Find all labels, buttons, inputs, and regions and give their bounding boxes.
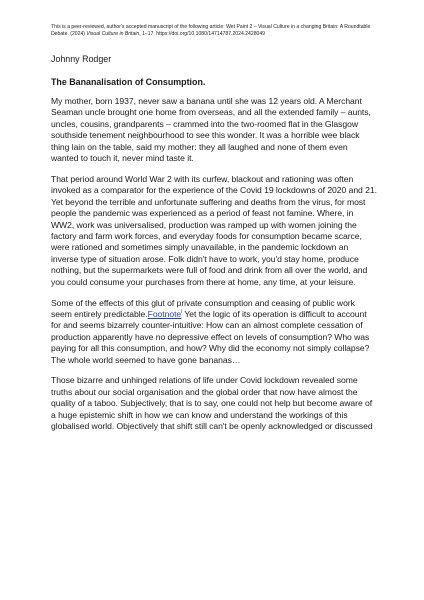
paragraph-1: My mother, born 1937, never saw a banana until she was 12 years old. A Merchant Seaman uncle brought one home from overseas, and all the extended family – aunts, uncles, cousins, grandparents – crammed into the two-roomed flat in the Glasgow southside tenement neighbourhood to see this wonder. It was a horrible wee black thing lain on the table, said my mother: they all laughed and none of them even wanted to touch it, never mind taste it. [51, 96, 371, 164]
paragraph-2: That period around World War 2 with its curfew, blackout and rationing was often invoked as a comparator for the experience of the Covid 19 lockdowns of 2020 and 21. Yet beyond the terrible and unfortunate suffering and deaths from the virus, for most people the pandemic was experienced as a period of feast not famine. Where, in WW2, work was universalised, production was ramped up with women joining the factory and farm work forces, and everyday foods for consumption became scarce, were rationed and sometimes simply unavailable, in the pandemic lockdown an inverse type of situation arose. Folk didn't have to work, you'd stay home, produce nothing, but the supermarkets were full of food and drink from all over the world, and you could consume your purchases from there at home, any time, at your leisure. [51, 173, 377, 287]
article-title: The Bananalisation of Consumption. [51, 77, 206, 87]
citation-doi: , 1–17. https://doi.org/10.1080/14714787.2024.2428049 [139, 31, 266, 37]
author-name: Johnny Rodger [51, 54, 112, 64]
paragraph-4: Those bizarre and unhinged relations of life under Covid lockdown revealed some truths about our social organisation and the global order that now have almost the quality of a taboo. Subjectively, that is to say, one could not help but become aware of a huge epistemic shift in how we can know and understand the workings of this globalised world. Objectively that shift still can't be openly acknowledged or discussed [51, 375, 373, 432]
citation-journal: Visual Culture in Britain [86, 31, 140, 37]
paragraph-3-text-before: Some of the effects of this glut of private consumption and ceasing of public work seem entirely predictable. [51, 297, 355, 319]
paragraph-3-text-after: Yet the logic of its operation is difficult to account for and seems bizarrely counter-intuitive: How can an almost complete cessation of production apparently have no depressive effect on levels of consumption? Who was paying for all this consumption, and how? Why did the economy not simply collapse? The whole world seemed to have gone bananas… [51, 308, 370, 365]
footnote-marker: i [181, 309, 183, 316]
citation-header [51, 24, 377, 38]
paragraph-3 [51, 298, 377, 366]
citation-text: This is a peer-reviewed, author's accepted manuscript of the following article: Wet Paint 2 – Visual Culture in a changing Britain: A Roundtable Debate. (2024) [51, 24, 371, 37]
footnote-link[interactable]: Footnote [147, 308, 182, 319]
